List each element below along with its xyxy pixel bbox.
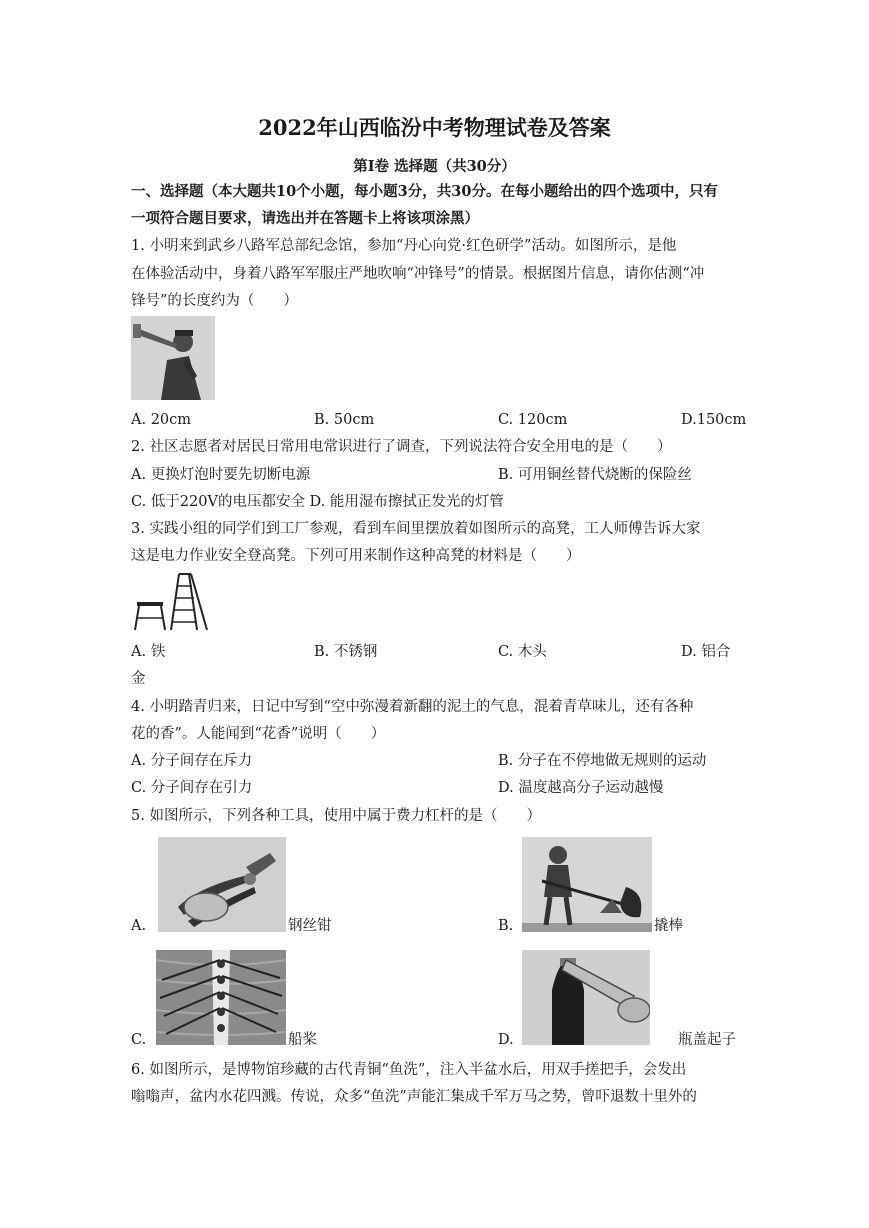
q4-text-line1: 4. 小明踏青归来，日记中写到“空中弥漫着新翻的泥土的气息，混着青草味儿，还有各种 [131,699,694,715]
q3-option-b: B. 不锈钢 [314,644,378,660]
q1-bugle-figure [131,316,215,400]
q2-option-b: B. 可用铜丝替代烧断的保险丝 [498,467,692,483]
q4-option-b: B. 分子在不停地做无规则的运动 [498,753,707,769]
q5-option-b-label: 撬棒 [654,918,683,934]
q1-text-line3: 锋号”的长度约为（ ） [131,293,298,309]
q2-option-a: A. 更换灯泡时要先切断电源 [131,467,311,483]
q5-option-b-letter: B. [498,918,514,934]
q1-option-c: C. 120cm [498,412,568,428]
q5-oar-figure [156,950,286,1045]
q6-text-line1: 6. 如图所示，是博物馆珍藏的古代青铜“鱼洗”，注入半盆水后，用双手搓把手，会发出 [131,1062,687,1078]
q2-text-line1: 2. 社区志愿者对居民日常用电常识进行了调查，下列说法符合安全用电的是（ ） [131,439,672,455]
q1-text-line2: 在体验活动中，身着八路军军服庄严地吹响“冲锋号”的情景。根据图片信息，请你估测“冲 [131,266,705,282]
q3-text-line2: 这是电力作业安全登高凳。下列可用来制作这种高凳的材料是（ ） [131,548,581,564]
section-instructions-line2: 一项符合题目要求，请选出并在答题卡上将该项涂黑） [131,210,479,227]
q3-option-d: D. 铝合 [681,644,731,660]
q1-text-line1: 1. 小明来到武乡八路军总部纪念馆，参加“丹心向党·红色研学”活动。如图所示，是他 [131,238,677,254]
q3-text-line1: 3. 实践小组的同学们到工厂参观，看到车间里摆放着如图所示的高凳，工人师傅告诉大家 [131,521,701,537]
q1-option-a: A. 20cm [131,412,192,428]
q5-option-c-letter: C. [131,1032,147,1048]
q5-option-c-label: 船桨 [288,1032,317,1048]
section-instructions-line1: 一、选择题（本大题共10个小题，每小题3分，共30分。在每小题给出的四个选项中，只有 [131,183,718,200]
q5-text-line1: 5. 如图所示，下列各种工具，使用中属于费力杠杆的是（ ） [131,808,541,824]
q3-option-d-continued: 金 [131,671,146,687]
q1-option-b: B. 50cm [314,412,375,428]
q6-text-line2: 嗡嗡声，盆内水花四溅。传说，众多“鱼洗”声能汇集成千军万马之势，曾吓退数十里外的 [131,1089,697,1105]
q5-option-d-letter: D. [498,1032,514,1048]
q5-option-d-label: 瓶盖起子 [678,1032,736,1048]
q5-bottle-opener-figure [522,950,650,1045]
q4-option-a: A. 分子间存在斥力 [131,753,253,769]
q1-option-d: D.150cm [681,412,747,428]
q4-option-d: D. 温度越高分子运动越慢 [498,780,664,796]
q2-option-cd: C. 低于220V的电压都安全 D. 能用湿布擦拭正发光的灯管 [131,494,504,510]
q5-crowbar-figure [522,837,652,932]
q4-option-c: C. 分子间存在引力 [131,780,253,796]
q3-option-a: A. 铁 [131,644,166,660]
q5-option-a-letter: A. [131,918,147,934]
section-subtitle: 第Ⅰ卷 选择题（共30分） [353,158,516,175]
q5-option-a-label: 钢丝钳 [288,918,332,934]
page-title: 2022年山西临汾中考物理试卷及答案 [258,115,611,140]
q3-stool-figure [131,572,209,632]
q4-text-line2: 花的香”。人能闻到“花香”说明（ ） [131,726,386,742]
q3-option-c: C. 木头 [498,644,547,660]
q5-pliers-figure [158,837,286,932]
